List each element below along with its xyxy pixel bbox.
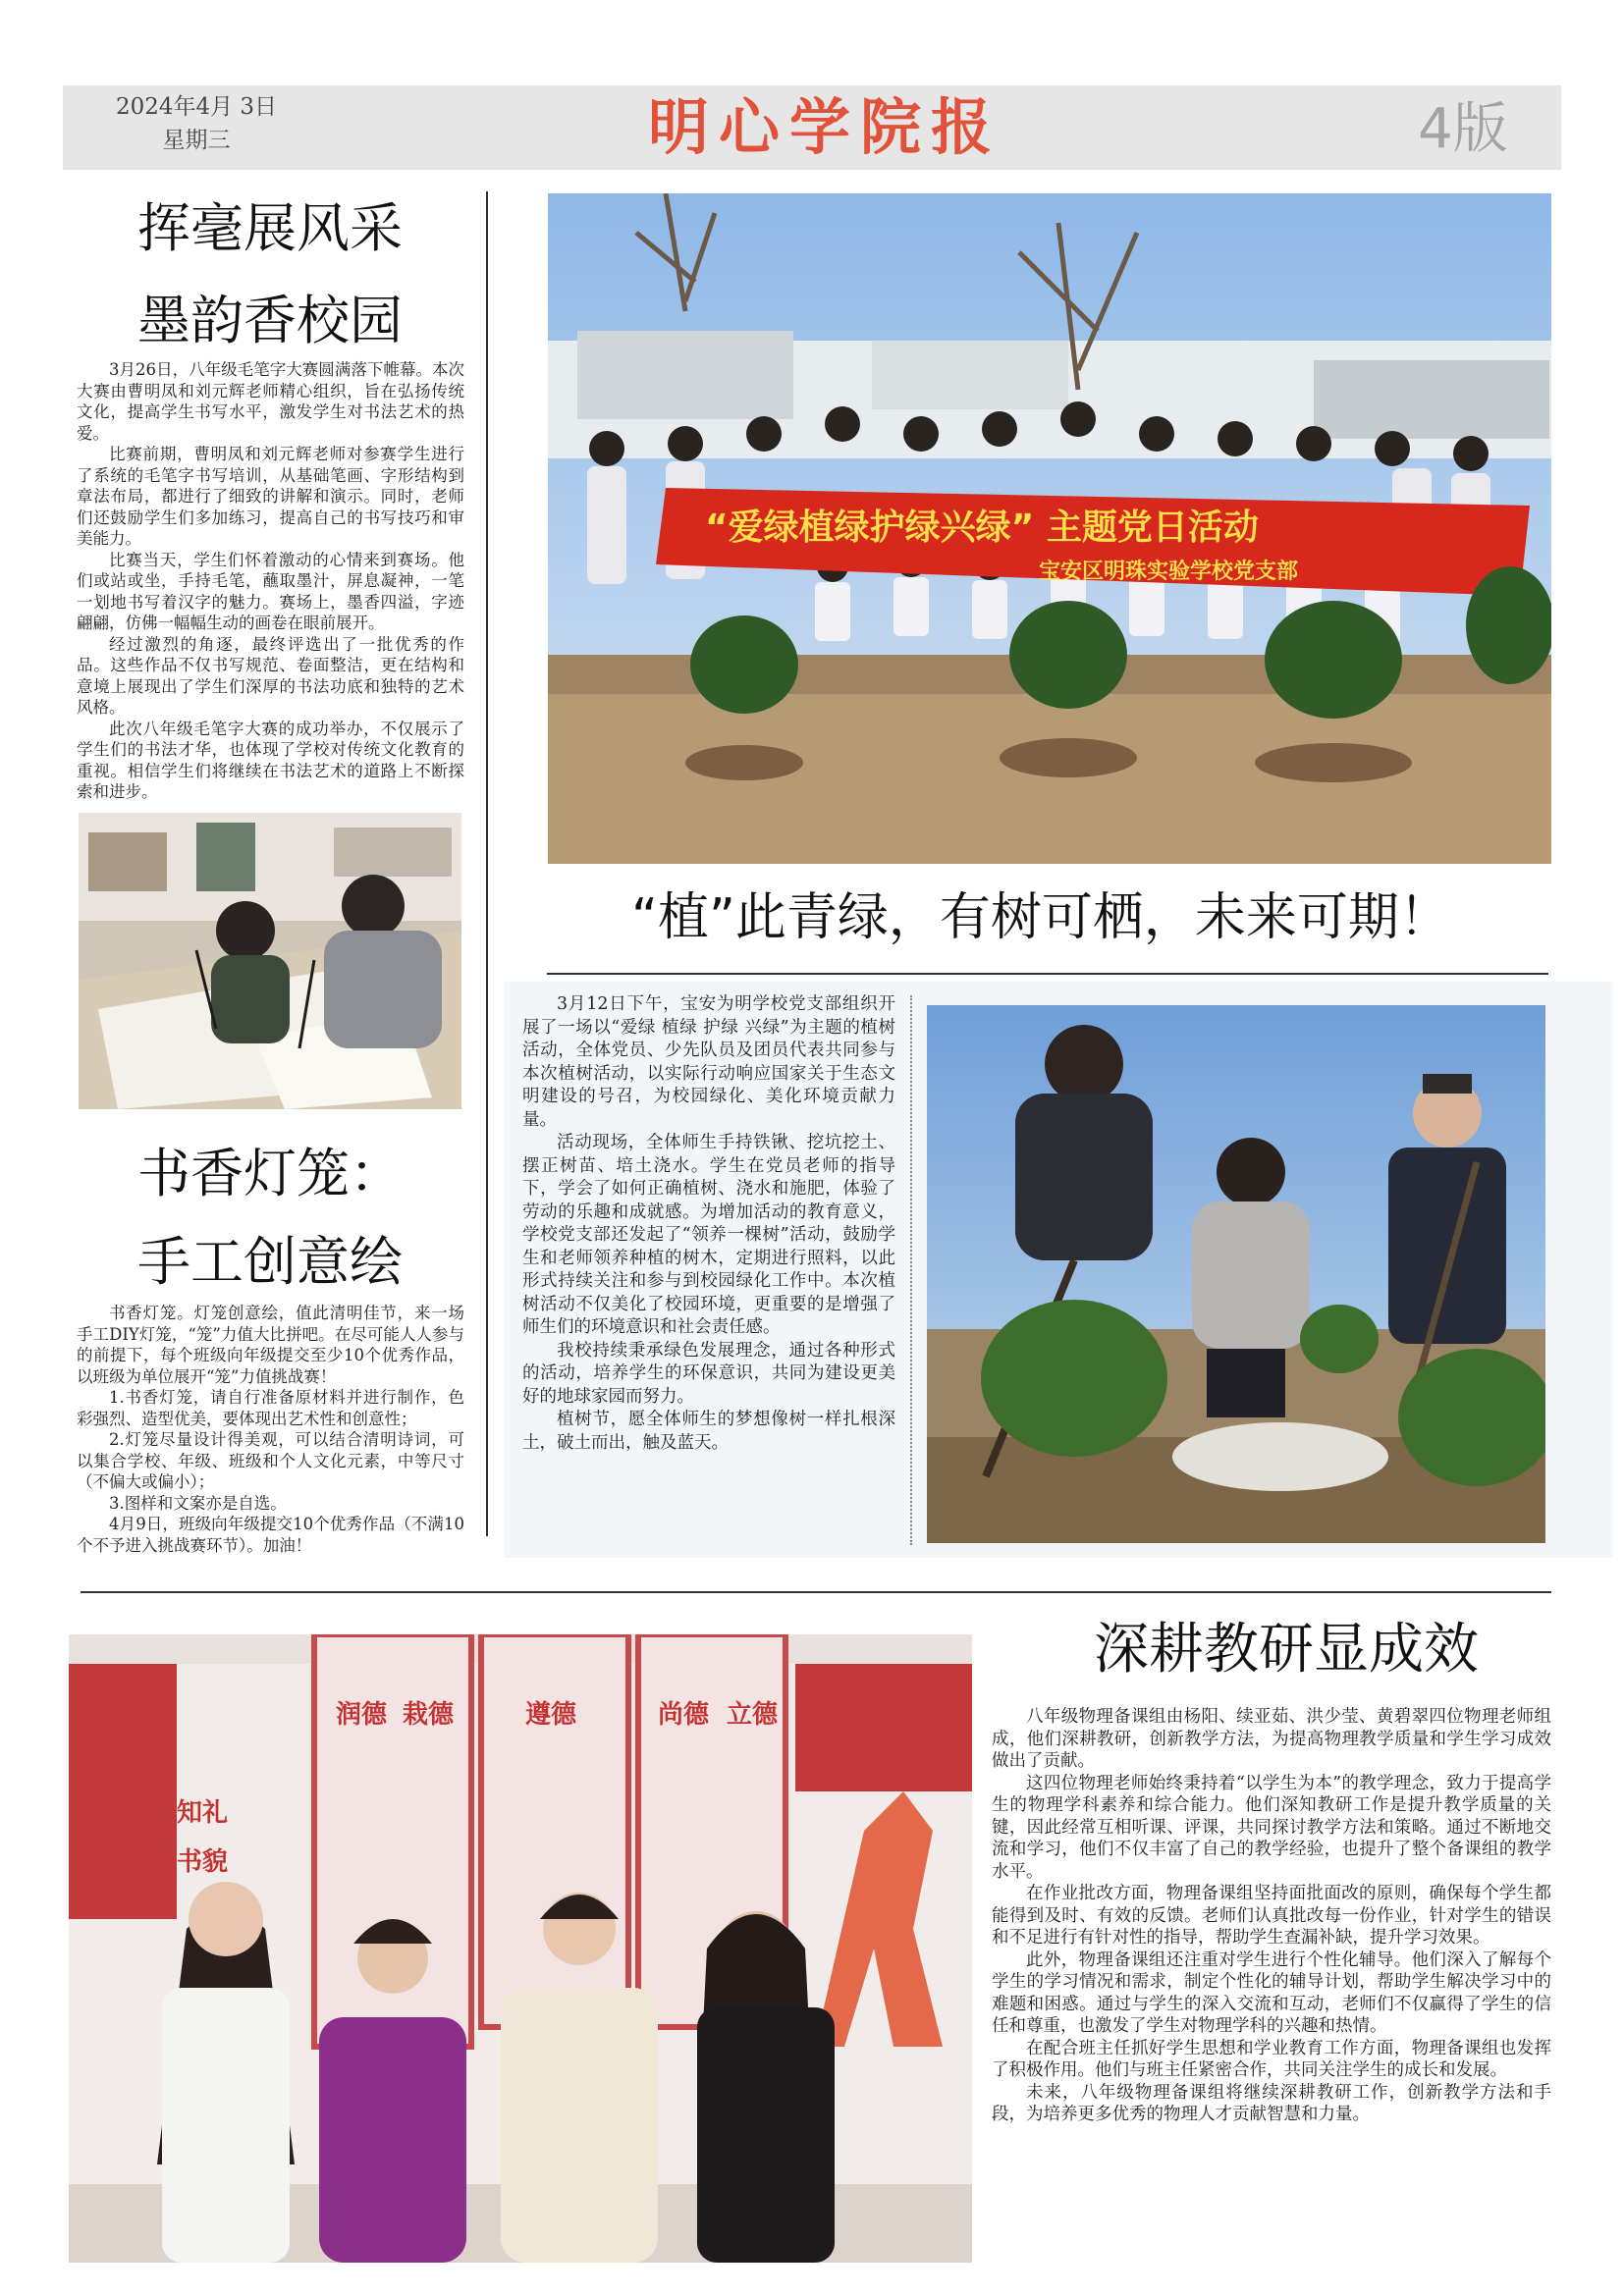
tree-planting-closeup-photo	[927, 1005, 1545, 1543]
lantern-headline-line2: 手工创意绘	[137, 1231, 403, 1293]
paragraph: 1.书香灯笼，请自行准备原材料并进行制作，色彩强烈、造型优美，要体现出艺术性和创意性；	[77, 1388, 464, 1428]
page-number: 4版	[1418, 97, 1508, 161]
section-rule	[547, 973, 1548, 975]
lantern-headline-line1: 书香灯笼：	[137, 1143, 403, 1204]
paragraph: 植树节，愿全体师生的梦想像树一样扎根深土，破土而出，触及蓝天。	[522, 1410, 895, 1453]
paragraph: 比赛前期，曹明凤和刘元辉老师对参赛学生进行了系统的毛笔字书写培训，从基础笔画、字形结构到章法布局，都进行了细致的讲解和演示。同时，老师们还鼓励学生们多加练习，提高自己的书写技巧和审美能力。	[77, 445, 464, 548]
paragraph: 在配合班主任抓好学生思想和学业教育工作方面，物理备课组也发挥了积极作用。他们与班主任紧密合作，共同关注学生的成长和发展。	[992, 2038, 1551, 2080]
wall-word: 润德	[336, 1700, 388, 1730]
calligraphy-headline-line1: 挥毫展风采	[137, 197, 403, 259]
wall-word: 知礼	[177, 1798, 229, 1828]
date-text: 2024年4月 3日	[115, 94, 278, 120]
weekday-text: 星期三	[162, 128, 231, 153]
paragraph: 经过激烈的角逐，最终评选出了一批优秀的作品。这些作品不仅书写规范、卷面整洁，更在结构和意境上展现出了学生们深厚的书法功底和独特的艺术风格。	[77, 634, 464, 717]
paragraph: 未来，八年级物理备课组将继续深耕教研工作，创新教学方法和手段，为培养更多优秀的物理人才贡献智慧和力量。	[992, 2082, 1551, 2124]
column-divider	[486, 191, 488, 1536]
research-article-body	[992, 1706, 1551, 2126]
paragraph: 3.图样和文案亦是自选。	[109, 1493, 287, 1513]
paragraph: 比赛当天，学生们怀着激动的心情来到赛场。他们或站或坐，手持毛笔，蘸取墨汁，屏息凝神，一笔一划地书写着汉字的魅力。赛场上，墨香四溢，字迹翩翩，仿佛一幅幅生动的画卷在眼前展开。	[77, 550, 464, 632]
tree-article-body	[522, 993, 895, 1455]
paragraph: 2.灯笼尽量设计得美观，可以结合清明诗词，可以集合学校、年级、班级和个人文化元素，中等尺寸（不偏大或偏小）；	[77, 1430, 464, 1491]
newspaper-title: 明心学院报	[647, 91, 1001, 163]
paragraph: 活动现场，全体师生手持铁锹、挖坑挖土、摆正树苗、培土浇水。学生在党员老师的指导下，学会了如何正确植树、浇水和施肥，体验了劳动的乐趣和成就感。为增加活动的教育意义，学校党支部还发起了“领养一棵树”活动，鼓励学生和老师领养种植的树木，定期进行照料，以此形式持续关注和参与到校园绿化工作中。本次植树活动不仅美化了校园环境，更重要的是增强了师生们的环境意识和社会责任感。	[522, 1133, 895, 1337]
lantern-article-body	[77, 1303, 464, 1556]
calligraphy-article-body	[77, 359, 464, 803]
paragraph: 3月26日，八年级毛笔字大赛圆满落下帷幕。本次大赛由曹明凤和刘元辉老师精心组织，旨在弘扬传统文化，提高学生书写水平，激发学生对书法艺术的热爱。	[77, 360, 464, 443]
physics-teachers-photo	[69, 1634, 972, 2263]
wall-word: 栽德	[403, 1700, 455, 1730]
paragraph: 在作业批改方面，物理备课组坚持面批面改的原则，确保每个学生都能得到及时、有效的反馈。老师们认真批改每一份作业，针对学生的错误和不足进行有针对性的指导，帮助学生查漏补缺，提升学习效果。	[992, 1884, 1551, 1948]
section-rule	[81, 1591, 1551, 1593]
paragraph: 这四位物理老师始终秉持着“以学生为本”的教学理念，致力于提高学生的物理学科素养和综合能力。他们深知教研工作是提升教学质量的关键，因此经常互相听课、评课，共同探讨教学方法和策略。通过不断地交流和学习，他们不仅丰富了自己的教学经验，也提升了整个备课组的教学水平。	[992, 1773, 1551, 1882]
paragraph: 我校持续秉承绿色发展理念，通过各种形式的活动，培养学生的环保意识，共同为建设更美好的地球家园而努力。	[522, 1340, 895, 1407]
calligraphy-contest-photo	[79, 813, 461, 1109]
calligraphy-headline-line2: 墨韵香校园	[137, 290, 403, 351]
issue-date	[79, 90, 314, 157]
paragraph: 书香灯笼。灯笼创意绘，值此清明佳节，来一场手工DIY灯笼，“笼”力值大比拼吧。在尽可能人人参与的前提下，每个班级向年级提交至少10个优秀作品，以班级为单位展开“笼”力值挑战赛！	[77, 1304, 464, 1386]
wall-word: 尚德	[658, 1700, 710, 1730]
wall-word: 书貌	[177, 1847, 229, 1877]
wall-word: 遵德	[525, 1700, 577, 1730]
wall-word: 立德	[727, 1700, 779, 1730]
dotted-divider	[910, 995, 912, 1545]
banner-title: “爱绿植绿护绿兴绿” 主题党日活动	[705, 507, 1259, 548]
banner-subtitle: 宝安区明珠实验学校党支部	[1039, 560, 1299, 584]
paragraph: 此次八年级毛笔字大赛的成功举办，不仅展示了学生们的书法才华，也体现了学校对传统文化教育的重视。相信学生们将继续在书法艺术的道路上不断探索和进步。	[77, 719, 464, 801]
tree-planting-group-photo	[548, 193, 1551, 864]
paragraph: 此外，物理备课组还注重对学生进行个性化辅导。他们深入了解每个学生的学习情况和需求，制定个性化的辅导计划，帮助学生解决学习中的难题和困惑。通过与学生的深入交流和互动，老师们不仅赢得了学生的信任和尊重，也激发了学生对物理学科的兴趣和热情。	[992, 1949, 1551, 2036]
research-headline: 深耕教研显成效	[1094, 1618, 1479, 1682]
tree-planting-headline: “植”此青绿，有树可栖，未来可期！	[631, 888, 1450, 947]
paragraph: 3月12日下午，宝安为明学校党支部组织开展了一场以“爱绿 植绿 护绿 兴绿”为主题的植树活动，全体党员、少先队员及团员代表共同参与本次植树活动，以实际行动响应国家关于生态文明建设的号召，为校园绿化、美化环境贡献力量。	[522, 994, 895, 1130]
paragraph: 八年级物理备课组由杨阳、续亚茹、洪少莹、黄碧翠四位物理老师组成，他们深耕教研，创新教学方法，为提高物理教学质量和学生学习成效做出了贡献。	[992, 1707, 1551, 1771]
paragraph: 4月9日，班级向年级提交10个优秀作品（不满10个不予进入挑战赛环节）。加油！	[77, 1515, 464, 1555]
